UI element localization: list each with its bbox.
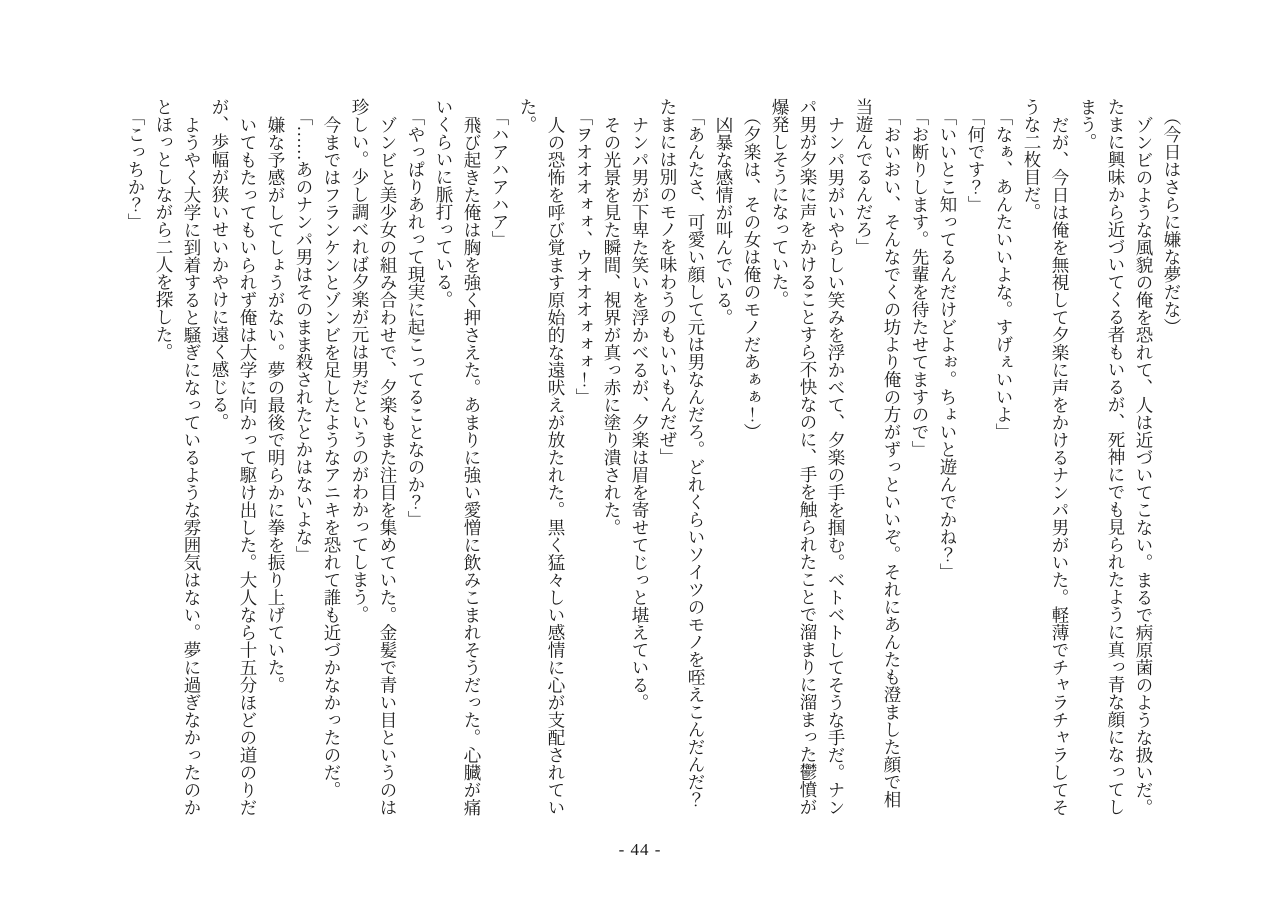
- paragraph: 「おいおい、そんなでくの坊より俺の方がずっといいぞ。それにあんたも澄ました顔で相当遊んでるんだろ」: [854, 98, 902, 808]
- paragraph: 人の恐怖を呼び覚ます原始的な遠吠えが放たれた。黒く猛々しい感情に心が支配されていた。: [518, 98, 566, 816]
- paragraph: だが、今日は俺を無視して夕楽に声をかけるナンパ男がいた。軽薄でチャラチャラしてそうな二枚目だ。: [1022, 98, 1070, 816]
- paragraph: 「あんたさ、可愛い顔して元は男なんだろ。どれくらいソイツのモノを咥えこんだんだ？ たまには別のモノを味わうのもいいもんだぜ」: [658, 98, 706, 826]
- vertical-text-block: [122, 98, 1186, 826]
- paragraph: 「いいとこ知ってるんだけどよぉ。ちょいと遊んでかね？」: [938, 107, 958, 581]
- paragraph: その光景を見た瞬間、視界が真っ赤に塗り潰された。: [602, 115, 622, 536]
- paragraph: ナンパ男がいやらしい笑みを浮かべて、夕楽の手を掴む。ベトベトしてそうな手だ。ナンパ男が夕楽に声をかけることすら不快なのに、手を触られたことで溜まりに溜まった鬱憤が爆発しそうになっていた。: [770, 98, 846, 816]
- paragraph: 「何です？」: [966, 107, 986, 213]
- paragraph: ゾンビのような風貌の俺を恐れて、人は近づいてこない。まるで病原菌のような扱いだ。たまに興味から近づいてくる者もいるが、死神にでも見られたように真っ青な顔になってしまう。: [1078, 98, 1154, 816]
- paragraph: （夕楽は、その女は俺のモノだあぁぁ！）: [742, 107, 762, 441]
- paragraph: （今日はさらに嫌な夢だな）: [1162, 107, 1182, 336]
- paragraph: 「やっぱりあれって現実に起こってることなのか？」: [406, 107, 426, 528]
- paragraph: 凶暴な感情が叫んでいる。: [714, 115, 734, 326]
- paragraph: ゾンビと美少女の組み合わせで、夕楽もまた注目を集めていた。金髪で青い目というのは珍しい。少し調べれば夕楽が元は男だというのがわかってしまう。: [350, 98, 398, 816]
- paragraph: 「なぁ、あんたいいよな。すげぇいいよ」: [994, 107, 1014, 441]
- paragraph: ようやく大学に到着すると騒ぎになっているような雰囲気はない。夢に過ぎなかったのかとほっとしながら二人を探した。: [154, 98, 202, 816]
- paragraph: 嫌な予感がしてしょうがない。夢の最後で明らかに拳を振り上げていた。: [266, 115, 286, 693]
- paragraph: ナンパ男が下卑た笑いを浮かべるが、夕楽は眉を寄せてじっと堪えている。: [630, 115, 650, 711]
- paragraph: 「ハアハアハア」: [490, 107, 510, 248]
- paragraph: 「……あのナンパ男はそのまま殺されたとかはないよな」: [294, 107, 314, 563]
- paragraph: 「お断りします。先輩を待たせてますので」: [910, 107, 930, 458]
- paragraph: 飛び起きた俺は胸を強く押さえた。あまりに強い愛憎に飲みこまれそうだった。心臓が痛いくらいに脈打っている。: [434, 98, 482, 816]
- page-number: - 44 -: [618, 840, 662, 859]
- paragraph: 「ヲオオオォォ、ウオオオォォォ！」: [574, 107, 594, 406]
- paragraph: 「こっちか？」: [126, 107, 146, 231]
- paragraph: 今まではフランケンとゾンビを足したようなアニキを恐れて誰も近づかなかったのだ。: [322, 115, 342, 798]
- paragraph: いてもたってもいられず俺は大学に向かって駆け出した。大人なら十五分ほどの道のりだが、歩幅が狭いせいかやけに遠く感じる。: [210, 98, 258, 816]
